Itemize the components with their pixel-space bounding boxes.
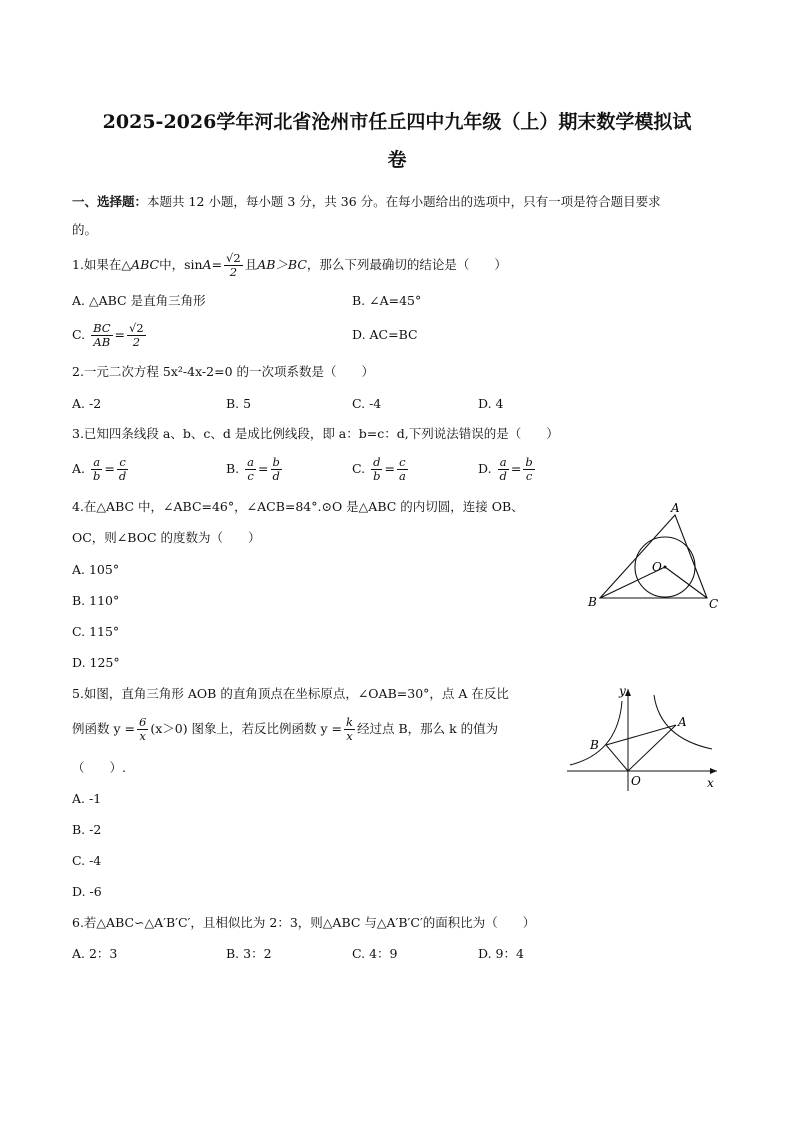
q3-stem: 3.已知四条线段 a、b、c、d 是成比例线段，即 a：b=c：d,下列说法错误的是（ ）	[72, 426, 559, 441]
label-x: x	[707, 776, 714, 790]
q5-stem-line-1: 5.如图，直角三角形 AOB 的直角顶点在坐标原点，∠OAB=30°，点 A 在反比	[72, 686, 509, 701]
q5-option-b[interactable]: B. -2	[72, 822, 102, 837]
q3-option-c[interactable]: C. $\frac{d}{b}$ = $\frac{c}{a}$	[352, 455, 406, 483]
q6-option-a[interactable]: A. 2：3	[72, 946, 118, 961]
q6-stem: 6.若△ABC∽△A′B′C′，且相似比为 2：3，则△ABC 与△A′B′C′的面积比为（ ）	[72, 915, 536, 930]
q2-option-a[interactable]: A. -2	[72, 396, 102, 411]
q5-stem-line-3: （ ）.	[72, 760, 126, 775]
q4-option-a[interactable]: A. 105°	[72, 562, 120, 577]
label-o: O	[652, 560, 662, 574]
label-b: B	[590, 738, 599, 752]
q1-option-d[interactable]: D. AC=BC	[352, 327, 418, 342]
q1-option-b[interactable]: B. ∠A=45°	[352, 293, 422, 308]
page-title	[60, 103, 734, 179]
section-instructions-end: 的。	[72, 222, 98, 237]
q4-stem-line-1: 4.在△ABC 中，∠ABC=46°，∠ACB=84°.⊙O 是△ABC 的内切圆，连接 OB、	[72, 499, 524, 514]
title-line-2: 卷	[387, 149, 407, 171]
q1-option-a[interactable]: A. △ABC 是直角三角形	[72, 293, 206, 308]
center-o-dot	[664, 566, 667, 569]
label-a: A	[678, 715, 687, 729]
q4-triangle-incircle-figure	[580, 495, 730, 620]
q6-option-d[interactable]: D. 9：4	[478, 946, 524, 961]
label-o: O	[631, 774, 641, 788]
q5-stem-line-2: 例函数 y = $\frac{6}{x}$ (x＞0) 图象上，若反比例函数 y = $\frac{k}{x}$ 经过点 B，那么 k 的值为	[72, 715, 499, 743]
label-a: A	[671, 501, 680, 515]
section-instructions: 本题共 12 小题，每小题 3 分，共 36 分。在每小题给出的选项中，只有一项是符合题目要求	[147, 194, 661, 209]
q3-option-a[interactable]: A. $\frac{a}{b}$ = $\frac{c}{d}$	[72, 455, 127, 483]
title-line-1: 2025-2026学年河北省沧州市任丘四中九年级（上）期末数学模拟试	[102, 111, 692, 133]
label-y: y	[619, 684, 626, 698]
q5-option-a[interactable]: A. -1	[72, 791, 102, 806]
q3-option-d[interactable]: D. $\frac{a}{d}$ = $\frac{b}{c}$	[478, 455, 533, 483]
segment-ob	[606, 745, 628, 771]
q1-stem: 1.如果在△ABC中，sinA= $\frac{√2}{2}$ 且AB＞BC，那么下列最确切的结论是（ ）	[72, 251, 507, 279]
section-intro	[72, 188, 722, 244]
q6-option-c[interactable]: C. 4：9	[352, 946, 398, 961]
label-b: B	[588, 595, 597, 609]
q5-option-c[interactable]: C. -4	[72, 853, 102, 868]
q2-option-c[interactable]: C. -4	[352, 396, 382, 411]
q2-option-b[interactable]: B. 5	[226, 396, 252, 411]
q6-option-b[interactable]: B. 3：2	[226, 946, 272, 961]
q3-option-b[interactable]: B. $\frac{a}{c}$ = $\frac{b}{d}$	[226, 455, 280, 483]
q1-option-c[interactable]: C. $\frac{BC}{AB}$ = $\frac{√2}{2}$	[72, 321, 144, 349]
label-c: C	[709, 597, 719, 611]
q4-option-c[interactable]: C. 115°	[72, 624, 120, 639]
q4-stem-line-2: OC，则∠BOC 的度数为（ ）	[72, 530, 261, 545]
q2-stem: 2.一元二次方程 5x²-4x-2=0 的一次项系数是（ ）	[72, 364, 374, 379]
q4-option-d[interactable]: D. 125°	[72, 655, 120, 670]
section-heading: 一、选择题：	[72, 194, 148, 209]
q4-option-b[interactable]: B. 110°	[72, 593, 120, 608]
y-axis-arrow	[625, 689, 631, 696]
q5-inverse-function-figure	[562, 683, 727, 793]
x-axis-arrow	[710, 768, 717, 774]
q5-option-d[interactable]: D. -6	[72, 884, 102, 899]
q2-option-d[interactable]: D. 4	[478, 396, 504, 411]
q1-sqrt2-over-2: $\frac{√2}{2}$	[226, 251, 241, 279]
